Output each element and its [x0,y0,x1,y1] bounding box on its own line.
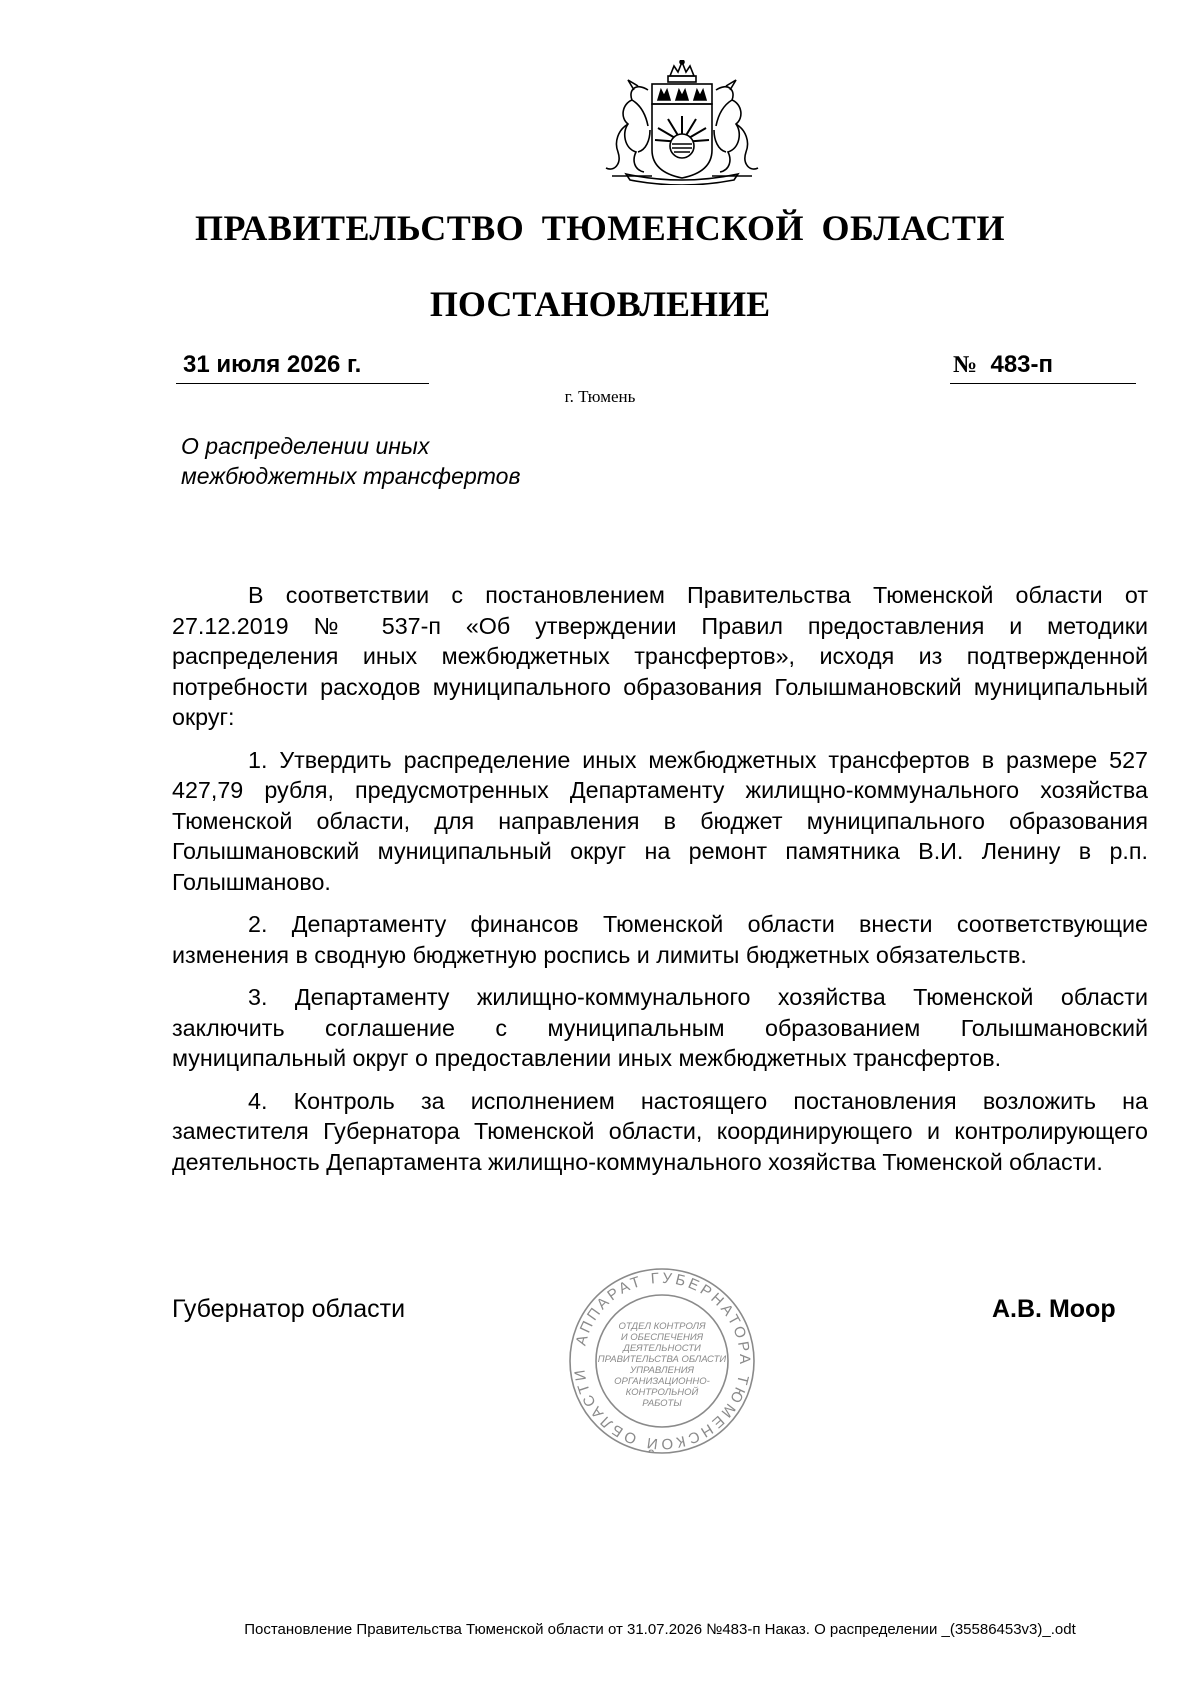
document-date: 31 июля 2026 г. [183,351,362,378]
item-4-paragraph: 4. Контроль за исполнением настоящего постановления возложить на заместителя Губернатора Тюменской области, координирующего и контролирующего деятельность Департамента жилищно-коммунального хозяйства Тюменской области. [172,1087,1148,1175]
number-sign: № [953,352,978,378]
subject-line-2: межбюджетных трансфертов [181,463,521,489]
coat-of-arms-icon [592,60,772,185]
document-date-field [176,351,429,384]
stamp-inner-line: И ОБЕСПЕЧЕНИЯ [620,1332,704,1343]
document-number-wrapper [953,351,1053,379]
document-type-title: ПОСТАНОВЛЕНИЕ [429,284,771,324]
item-1-paragraph: 1. Утвердить распределение иных межбюджетных трансфертов в размере 527 427,79 рубля, предусмотренных Департаменту жилищно-коммунального хозяйства Тюменской области, для направления в бюджет муниципального образования Голышмановский муниципальный округ на ремонт памятника В.И. Ленину в р.п. Голышманово. [172,746,1148,895]
organization-title: ПРАВИТЕЛЬСТВО ТЮМЕНСКОЙ ОБЛАСТИ [195,208,1005,248]
preamble-paragraph: В соответствии с постановлением Правительства Тюменской области от 27.12.2019 № 537-п «Об утверждении Правил предоставления и методики распределения иных межбюджетных трансфертов», исходя из подтвержденной потребности расходов муниципального образования Голышмановский муниципальный округ: [172,582,1148,730]
stamp-inner-line: ОТДЕЛ КОНТРОЛЯ [618,1321,706,1332]
document-body [172,580,1148,1189]
footer-file-reference: Постановление Правительства Тюменской области от 31.07.2026 №483-п Наказ. О распределении _(35586453v3)_.odt [244,1621,1076,1638]
stamp-inner-line: ОРГАНИЗАЦИОННО- [614,1376,710,1387]
item-3-paragraph: 3. Департаменту жилищно-коммунального хозяйства Тюменской области заключить соглашение с муниципальным образованием Голышмановский муниципальный округ о предоставлении иных межбюджетных трансфертов. [172,984,1148,1071]
stamp-inner-line: УПРАВЛЕНИЯ [630,1365,694,1376]
document-city: г. Тюмень [564,387,636,406]
document-subject [181,431,661,491]
signer-role: Губернатор области [172,1295,406,1323]
signer-name: А.В. Моор [992,1295,1116,1323]
document-number: 483-п [990,351,1053,378]
document-number-field [950,351,1136,384]
official-stamp-icon [568,1267,756,1455]
stamp-inner-line: РАБОТЫ [642,1398,682,1409]
stamp-inner-line: КОНТРОЛЬНОЙ [625,1387,699,1398]
stamp-inner-line: ДЕЯТЕЛЬНОСТИ [623,1343,701,1354]
svg-text:АППАРАТ ГУБЕРНАТОРА ТЮМЕНСКОЙ: АППАРАТ ГУБЕРНАТОРА ТЮМЕНСКОЙ ОБЛАСТИ [571,1269,754,1453]
subject-line-1: О распределении иных [181,433,430,459]
item-2-paragraph: 2. Департаменту финансов Тюменской области внести соответствующие изменения в сводную бюджетную роспись и лимиты бюджетных обязательств. [172,911,1148,968]
stamp-inner-line: ПРАВИТЕЛЬСТВА ОБЛАСТИ [597,1354,727,1365]
